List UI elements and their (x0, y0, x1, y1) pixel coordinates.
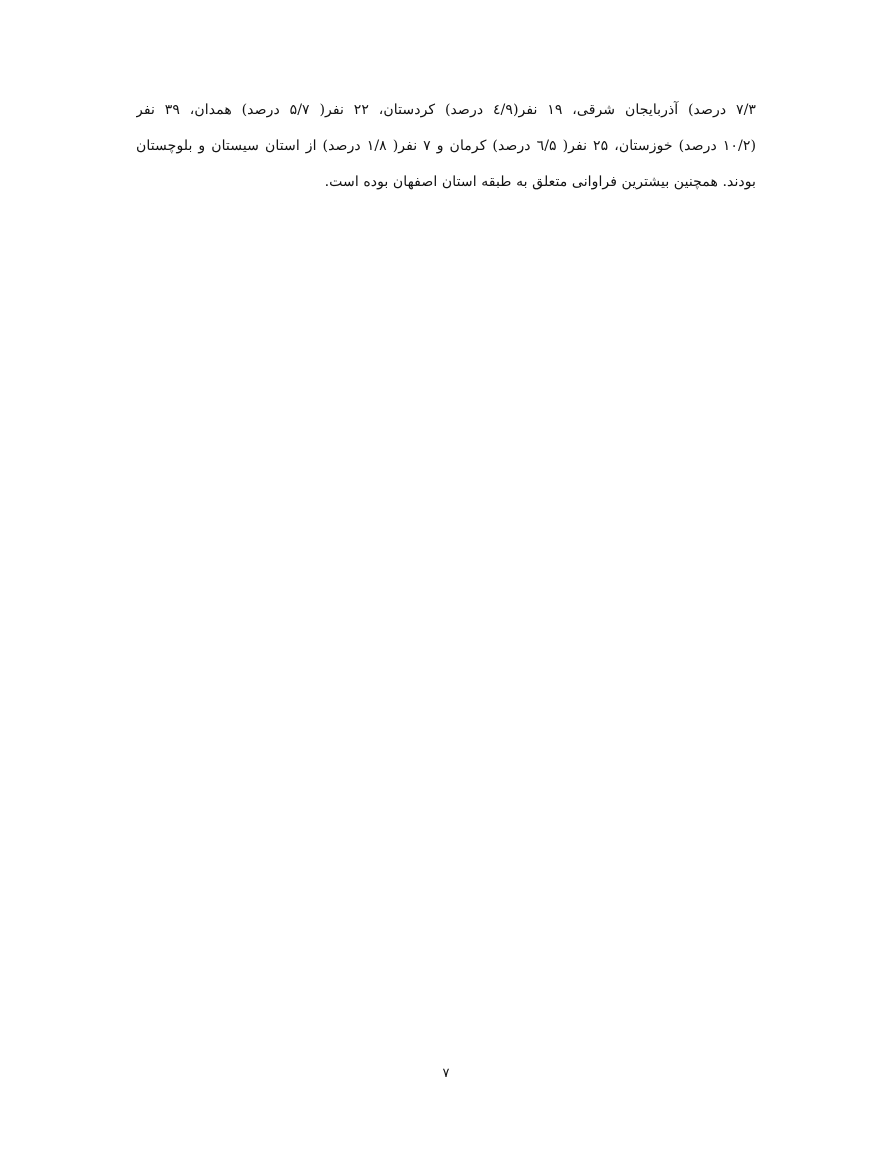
body-paragraph (136, 92, 756, 200)
paragraph-line-1: ۷/۳ درصد) آذربایجان شرقی، ۱۹ نفر(٤/۹ درصد) کردستان، ۲۲ نفر( ۵/۷ درصد) همدان، ۳۹ نفر (136, 102, 756, 118)
paragraph-line-2: (۱۰/۲ درصد) خوزستان، ۲۵ نفر( ٦/۵ درصد) کرمان و ۷ نفر( ۱/۸ درصد) از استان سیستان و بلوچستان (136, 138, 756, 154)
page-number: ۷ (442, 1066, 450, 1081)
paragraph-line-3: بودند. همچنین بیشترین فراوانی متعلق به طبقه استان اصفهان بوده است. (324, 174, 756, 190)
